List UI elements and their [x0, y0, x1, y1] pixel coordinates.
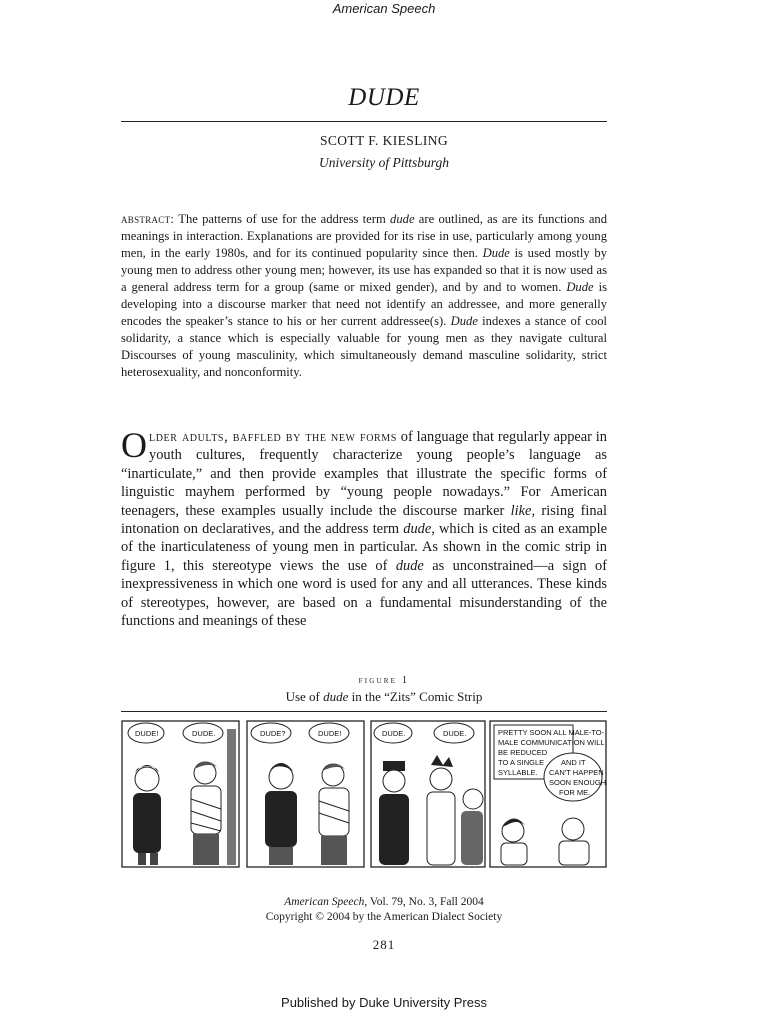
bubble-text: SYLLABLE.: [498, 768, 538, 777]
copyright-line: Copyright © 2004 by the American Dialect Society: [265, 911, 503, 923]
bubble-text: DUDE!: [135, 729, 159, 738]
bubble-text: SOON ENOUGH: [549, 778, 607, 787]
bubble-text: MALE COMMUNICATION WILL: [498, 738, 605, 747]
bubble-text: BE REDUCED: [498, 748, 548, 757]
bubble-text: FOR ME.: [559, 788, 591, 797]
body-term: dude: [403, 521, 432, 538]
bubble-text: DUDE?: [260, 729, 286, 738]
bubble-text: DUDE.: [192, 729, 216, 738]
bubble-text: CAN'T HAPPEN: [549, 768, 604, 777]
body-text: , which is cited as an example of the inarticulateness of young men in particular. As shown in the comic strip in figure 1, this stereotype views the use of: [121, 521, 607, 574]
figure-caption: [0, 689, 768, 705]
figure-label: figure 1: [358, 675, 410, 686]
body-paragraph: [121, 425, 607, 630]
author-name: SCOTT F. KIESLING: [319, 133, 449, 148]
bubble-text: DUDE.: [382, 729, 406, 738]
abstract-label: abstract:: [121, 212, 175, 226]
body-text: of language that regularly appear in youth cultures, frequently characterize young people’s language as “inarticulate,” and then provide examples that illustrate the specific forms of linguistic mayhem performed by “young people nowadays.” For American teenagers, these examples usually include the discourse marker: [121, 429, 607, 519]
abstract-text: is used mostly by young men to address other young men; however, its use has expanded so that it is now used as a general address term for a group (same or mixed gender), and by and to women.: [121, 246, 607, 294]
comic-strip: [121, 719, 607, 869]
body-text: as unconstrained—a sign of inexpressiveness in which one word is used for any and all utterances. These kinds of stereotypes, however, are based on a fundamental misunderstanding of the functions and meanings of these: [121, 557, 607, 630]
page-number: 281: [372, 937, 396, 952]
abstract-text: is developing into a discourse marker that need not identify an addressee, and more generally encodes the speaker’s stance to his or her current addressee(s).: [121, 280, 607, 328]
citation: [0, 895, 768, 925]
lead-in: lder adults, baffled by the new forms: [149, 429, 397, 445]
citation-details: , Vol. 79, No. 3, Fall 2004: [364, 896, 484, 908]
caption-term: dude: [323, 689, 349, 704]
abstract-term: Dude: [482, 246, 510, 260]
bubble-text: DUDE.: [443, 729, 467, 738]
abstract-text: are outlined, as are its functions and meanings in interaction. Explanations are provided for its rise in use, particularly among young men, in the early 1980s, and for its continued popularity since then.: [121, 212, 608, 260]
caption-text: Use of: [285, 689, 324, 704]
abstract-text: The patterns of use for the address term: [174, 212, 391, 226]
bubble-text: PRETTY SOON ALL MALE-TO-: [498, 728, 605, 737]
body-text: , rising final intonation on declaratives, and the address term: [121, 502, 607, 538]
bubble-text: DUDE!: [318, 729, 342, 738]
caption-text: in the “Zits” Comic Strip: [348, 689, 483, 704]
bubble-text: AND IT: [561, 758, 586, 767]
abstract-term: Dude: [566, 280, 594, 294]
abstract-term: Dude: [450, 314, 478, 328]
publisher-footer: Published by Duke University Press: [281, 995, 487, 1010]
abstract-text: indexes a stance of cool solidarity, a stance which is especially valuable for young men as they navigate cultural Discourses of young masculinity, which simultaneously demand masculine solidarity, strict heterosexuality, and nonconformity.: [121, 314, 607, 379]
citation-journal: American Speech: [284, 896, 365, 908]
figure-rule: [121, 711, 607, 712]
body-term: like: [510, 502, 532, 519]
body-term: dude: [395, 557, 424, 574]
abstract: [121, 211, 607, 381]
citation-line: [0, 895, 768, 910]
drop-cap: O: [121, 425, 147, 465]
abstract-term: dude: [390, 212, 415, 226]
article-title: DUDE: [348, 84, 420, 111]
title-rule: [121, 121, 607, 122]
bubble-text: TO A SINGLE: [498, 758, 545, 767]
journal-header: American Speech: [332, 1, 436, 16]
author-affiliation: University of Pittsburgh: [319, 155, 449, 170]
